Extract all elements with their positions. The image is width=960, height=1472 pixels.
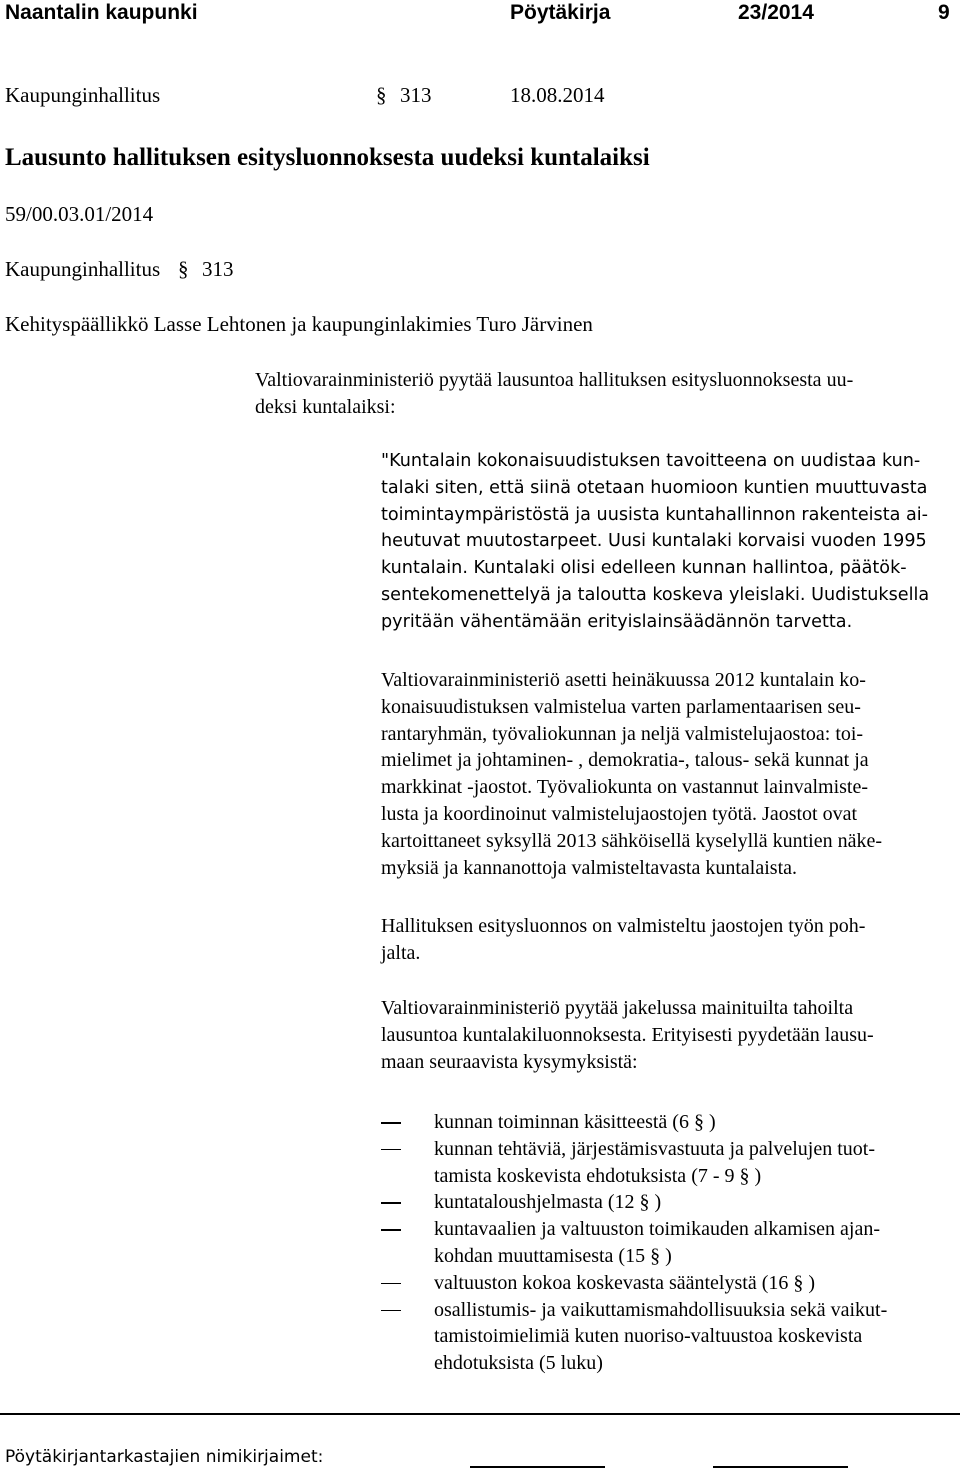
text-line: markkinat -jaostot. Työvaliokunta on vastannut lainvalmiste- xyxy=(381,776,869,799)
intro-paragraph xyxy=(255,367,955,421)
list-item-text: ehdotuksista (5 luku) xyxy=(434,1352,603,1375)
handler-section-number: 313 xyxy=(202,257,234,281)
text-line: pyritään vähentämään erityislainsäädännön tarvetta. xyxy=(381,611,853,632)
dash-bullet xyxy=(381,1310,401,1312)
signature-line-2 xyxy=(713,1466,848,1468)
dash-bullet xyxy=(381,1202,401,1204)
text-line: lusta ja koordinoinut valmistelujaostojen työtä. Jaostot ovat xyxy=(381,802,858,825)
text-line: talaki siten, että siinä otetaan huomioon kuntien muuttuvasta xyxy=(381,477,928,498)
text-line: mielimet ja johtaminen- , demokratia-, talous- sekä kunnat ja xyxy=(381,749,869,772)
footer-divider xyxy=(0,1413,960,1415)
list-item-text: tamista koskevista ehdotuksista (7 - 9 § ) xyxy=(434,1164,762,1187)
text-line: Valtiovarainministeriö pyytää jakelussa mainituilta tahoilta xyxy=(381,997,854,1019)
text-line: heutuvat muutostarpeet. Uusi kuntalaki korvaisi vuoden 1995 xyxy=(381,531,927,552)
list-item xyxy=(381,1109,956,1136)
preparers: Kehityspäällikkö Lasse Lehtonen ja kaupunginlakimies Turo Järvinen xyxy=(5,312,593,336)
section-number: 313 xyxy=(400,83,432,107)
text-line: lausuntoa kuntalakiluonnoksesta. Erityisesti pyydetään lausu- xyxy=(381,1023,874,1046)
list-item-text: tamistoimielimiä kuten nuoriso-valtuustoa koskevista xyxy=(434,1325,863,1348)
dash-bullet xyxy=(381,1149,401,1151)
text-line: konaisuudistuksen valmistelua varten parlamentaarisen seu- xyxy=(381,695,861,718)
quoted-paragraph xyxy=(381,448,953,636)
text-line: toimintaympäristöstä ja uusista kuntahallinnon rakenteista ai- xyxy=(381,504,929,525)
list-item xyxy=(381,1270,956,1297)
list-item-text: kohdan muuttamisesta (15 § ) xyxy=(434,1244,672,1267)
text-line: maan seuraavista kysymyksistä: xyxy=(381,1050,638,1073)
handler-section-symbol: § xyxy=(178,257,189,281)
text-line: "Kuntalain kokonaisuudistuksen tavoitteena on uudistaa kun- xyxy=(381,451,921,471)
list-item-text: kunnan toiminnan käsitteestä (6 § ) xyxy=(434,1111,716,1133)
list-item-text: kuntavaalien ja valtuuston toimikauden alkamisen ajan- xyxy=(434,1218,880,1241)
text-line: Hallituksen esitysluonnos on valmisteltu jaostojen työn poh- xyxy=(381,915,866,937)
text-line: sentekomenettelyä ja taloutta koskeva yleislaki. Uudistuksella xyxy=(381,584,930,605)
page-number: 9 xyxy=(938,1,950,24)
signature-line-1 xyxy=(470,1466,605,1468)
text-line: myksiä ja kannanottoja valmisteltavasta kuntalaista. xyxy=(381,856,797,879)
text-line: kuntalain. Kuntalaki olisi edelleen kunnan hallintoa, päätök- xyxy=(381,558,907,579)
dash-bullet xyxy=(381,1229,401,1231)
document-title: Lausunto hallituksen esitysluonnoksesta uudeksi kuntalaiksi xyxy=(5,144,650,171)
text-line: jalta. xyxy=(381,941,421,964)
list-item-text: osallistumis- ja vaikuttamismahdollisuuksia sekä vaikut- xyxy=(434,1298,888,1321)
document-number: 23/2014 xyxy=(738,1,814,24)
city-name: Naantalin kaupunki xyxy=(5,1,198,24)
list-item xyxy=(381,1297,956,1377)
paragraph-ministry-background xyxy=(381,667,953,881)
list-item-text: kuntataloushjelmasta (12 § ) xyxy=(434,1191,662,1214)
question-list xyxy=(381,1109,956,1377)
signatures-label: Pöytäkirjantarkastajien nimikirjaimet: xyxy=(5,1447,324,1467)
diary-number: 59/00.03.01/2014 xyxy=(5,202,154,226)
section-symbol: § xyxy=(376,83,387,107)
paragraph-draft-basis xyxy=(381,913,953,967)
meeting-body: Kaupunginhallitus xyxy=(5,83,161,107)
meeting-date: 18.08.2014 xyxy=(510,83,605,107)
text-line: deksi kuntalaiksi: xyxy=(255,395,396,418)
dash-bullet xyxy=(381,1122,401,1124)
text-line: Valtiovarainministeriö asetti heinäkuussa 2012 kuntalain ko- xyxy=(381,669,866,691)
list-item-text: kunnan tehtäviä, järjestämisvastuuta ja palvelujen tuot- xyxy=(434,1137,875,1160)
document-type: Pöytäkirja xyxy=(510,1,611,24)
list-item xyxy=(381,1136,956,1190)
dash-bullet xyxy=(381,1283,401,1285)
handler-body: Kaupunginhallitus xyxy=(5,257,161,281)
text-line: kartoittaneet syksyllä 2013 sähköisellä kyselyllä kuntien näke- xyxy=(381,829,882,852)
text-line: rantaryhmän, työvaliokunnan ja neljä valmistelujaostoa: toi- xyxy=(381,722,864,745)
list-item xyxy=(381,1189,956,1216)
list-item xyxy=(381,1216,956,1270)
paragraph-request xyxy=(381,995,953,1075)
list-item-text: valtuuston kokoa koskevasta sääntelystä (16 § ) xyxy=(434,1271,816,1294)
text-line: Valtiovarainministeriö pyytää lausuntoa hallituksen esitysluonnoksesta uu- xyxy=(255,369,854,391)
